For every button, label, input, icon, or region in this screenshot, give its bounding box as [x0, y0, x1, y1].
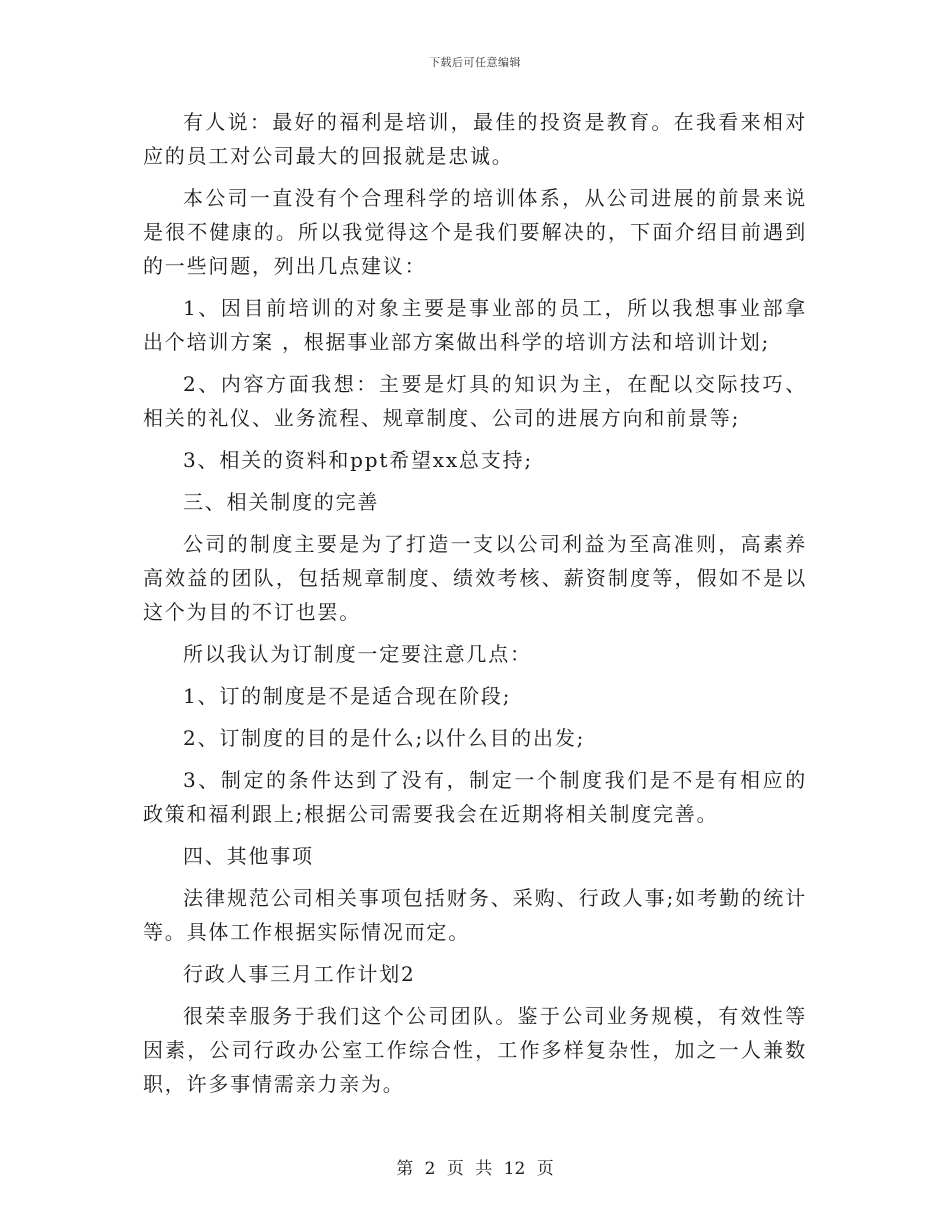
paragraph: 本公司一直没有个合理科学的培训体系，从公司进展的前景来说是很不健康的。所以我觉得这个是我们要解决的，下面介绍目前遇到的一些问题，列出几点建议：: [143, 186, 807, 278]
paragraph: 所以我认为订制度一定要注意几点：: [183, 642, 532, 666]
page-number-footer: 第 2 页 共 12 页: [396, 1159, 554, 1179]
list-item: 2、内容方面我想：主要是灯具的知识为主，在配以交际技巧、相关的礼仪、业务流程、规章制度、公司的进展方向和前景等;: [143, 372, 807, 430]
document-body: [143, 105, 807, 1109]
list-item: 1、因目前培训的对象主要是事业部的员工，所以我想事业部拿出个培训方案 ，根据事业部方案做出科学的培训方法和培训计划;: [143, 296, 807, 354]
page-header: 下载后可任意编辑: [429, 56, 521, 69]
paragraph: 法律规范公司相关事项包括财务、采购、行政人事;如考勤的统计等。具体工作根据实际情况而定。: [143, 886, 807, 944]
list-item: 1、订的制度是不是适合现在阶段;: [183, 684, 512, 708]
list-item: 2、订制度的目的是什么;以什么目的出发;: [183, 726, 586, 750]
section-heading: 四、其他事项: [183, 844, 314, 868]
paragraph: 公司的制度主要是为了打造一支以公司利益为至高准则，高素养高效益的团队，包括规章制度、绩效考核、薪资制度等，假如不是以这个为目的不订也罢。: [143, 532, 807, 624]
paragraph: 很荣幸服务于我们这个公司团队。鉴于公司业务规模，有效性等因素，公司行政办公室工作综合性，工作多样复杂性，加之一人兼数职，许多事情需亲力亲为。: [143, 1004, 807, 1096]
section-heading: 三、相关制度的完善: [183, 490, 380, 514]
document-title: 行政人事三月工作计划2: [183, 962, 416, 986]
paragraph: 有人说：最好的福利是培训，最佳的投资是教育。在我看来相对应的员工对公司最大的回报就是忠诚。: [143, 110, 807, 168]
list-item: 3、制定的条件达到了没有，制定一个制度我们是不是有相应的政策和福利跟上;根据公司需要我会在近期将相关制度完善。: [143, 768, 807, 826]
list-item: 3、相关的资料和ppt希望xx总支持;: [183, 448, 533, 472]
